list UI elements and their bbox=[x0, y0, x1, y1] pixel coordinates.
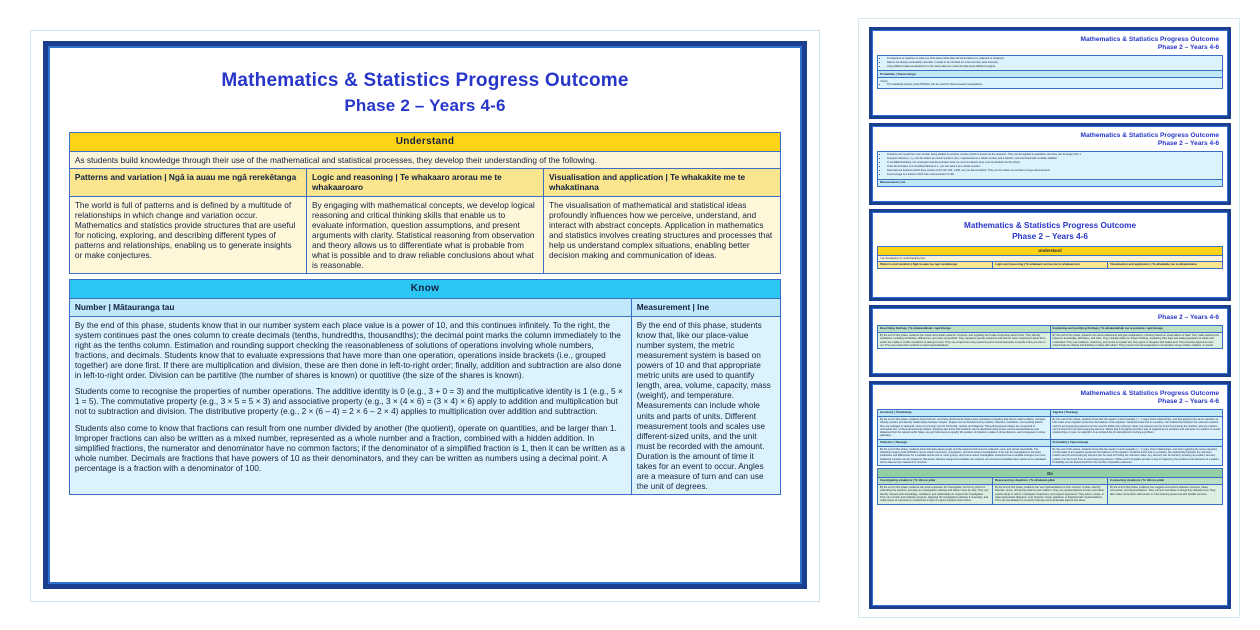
know-heading-row bbox=[69, 299, 780, 316]
thumbnail-5-title: Mathematics & Statistics Progress Outcome Phase 2 – Years 4-6 bbox=[1080, 390, 1219, 405]
thumbnail-4-col1-body: By the end of this phase, students can notice and explain patterns, structure, and regularity and make conjectures about them. They identify similarities, including similarities, differences, and near-nonsymbols. They represent specific instances and look for other conjectures about them and/or be unable to confirm situations or attempt to test. They use conjectures using reasoning and counterexamples to decide if they are true or not. They use systematic symbols to extend generalisations. bbox=[878, 333, 1051, 349]
page-title-line1: Mathematics & Statistics Progress Outcome bbox=[221, 70, 629, 91]
thumbnail-3-col1: Patterns and variation | Ngā ia auau me ngā rerekētanga bbox=[878, 262, 993, 269]
thumbnail-5-geometry-body: By the end of this phase, students know that two- and three-dimensional shapes have consistent properties that can be used to define, compare, classify, predict, and identify relationships between shapes. Shapes can be transformed by rotation, reflection, translation, and resizing (where they are enlarged or reduced). Lines of symmetry can be horizontal, vertical, and diagonal. Three-dimensional shapes are composed of connected two- or three-dimensional shapes. Students also know that locations can be described using known environmental features and distances from the natural world. Maps use grid references to specify the position of locations, scales to show distance, and compasses to show pathways. bbox=[878, 417, 1051, 440]
understand-col1-heading: Patterns and variation | Ngā ia auau me ngā rerekētanga bbox=[69, 169, 306, 196]
thumbnail-4-title: Phase 2 – Years 4-6 bbox=[1157, 314, 1219, 321]
thumbnail-3-intro: I am developing my understanding that: bbox=[878, 255, 1223, 262]
thumbnail-2-bullets bbox=[878, 152, 1223, 180]
thumbnail-5-do-col1-body: By the end of this phase, students can pose a question for investigation, find entry points for estimating the question, and plan an investigation pathway and follow it step by step. They can identify relevant prior knowledge, conditions, and relationships to support the investigation. They can monitor and evaluate progress, adjusting the investigation pathway if necessary, and make sense of outcomes or conclusions in light of a given situation and context. bbox=[878, 484, 993, 504]
thumbnail-5-do-col3-heading: Connecting situations | Te tūhono pātai bbox=[1108, 477, 1223, 484]
page-title-line2: Phase 2 – Years 4-6 bbox=[344, 96, 506, 115]
thumbnail-preview-stack bbox=[858, 18, 1240, 618]
understand-band-row bbox=[69, 133, 780, 152]
thumbnail-4[interactable] bbox=[869, 305, 1231, 377]
thumbnail-5-statistics-heading: Statistics | Tauanga bbox=[878, 439, 1051, 446]
thumbnail-5-statistics-body: By the end of this phase, students know that data about people and the natural world must be collected, used, and stored respectfully. The statistical enquiry cycle (PPDAC) can be used in summary, comparison, and time-series investigations. A set can be investigated to compare similarities and differences for a variable across two or more groups, and a time-series investigation examines how a variable changes over time. Statistical contexts can be created or discussed, discrete categorical variables are ordered, and numerical variables have values to be calculated. Some data can be measured or counted. bbox=[878, 446, 1051, 466]
list-item: • In simplified fractions, the numerator and denominator have no common factors (one must be divided into the other). bbox=[887, 161, 1220, 164]
list-item: • Improper fractions ( ⁵⁄₄ ) can be written as mixed numbers (1¼), represented as a whole number and a fraction, and combined with a hidden addition. bbox=[887, 157, 1220, 160]
thumbnail-3-col3: Visualisation and application | Te whakakite me te whakatinana bbox=[1108, 262, 1223, 269]
thumbnail-2-section-heading: Measurement | Ine bbox=[878, 179, 1223, 186]
thumbnail-2-title: Mathematics & Statistics Progress Outcome Phase 2 – Years 4-6 bbox=[1080, 132, 1219, 147]
thumbnail-1-title: Mathematics & Statistics Progress Outcome Phase 2 – Years 4-6 bbox=[1080, 36, 1219, 51]
understand-col1-body: The world is full of patterns and is defined by a multitude of relationships in which change and variation occur. Mathematics and statistics provide structures that are useful for noticing, exploring, and describing different types of patterns and relationships, enabling us to generate insights or make conjectures. bbox=[69, 196, 306, 274]
thumbnail-5-do-col3-body: By the end of this phase, students can suggest connections between concepts, ideas, summaries, and representations. They connect new ideas to things they already know. They also make connections with known or other learning areas and with familiar contexts. bbox=[1108, 484, 1223, 504]
main-page-border bbox=[43, 41, 807, 589]
thumbnail-3-band-label: Understand bbox=[878, 247, 1223, 256]
thumbnail-1-table bbox=[877, 55, 1223, 89]
thumbnail-2[interactable] bbox=[869, 123, 1231, 205]
know-number-body bbox=[69, 316, 631, 495]
thumbnail-1-section-heading: Probability | Tūponotanga bbox=[878, 71, 1223, 78]
page-title bbox=[54, 52, 796, 128]
thumbnail-5-algebra-body: By the end of this phase, students know that the equal (=) and inequality (<, >) signs show relationships, and that applying the same operation to both sides of an equation preserves the balance of the equation. Students know that in a position, the relationship between the unknown position and the accompanying element can be used for finding the unknown value. Any element can be found by knowing the position, and any position can be found from its accompanying element. Tables and 2-D graphs provide a way of organising the positions and elements of a pattern to reveal relationships or rules. An algorithm is an ordered list of instructions for solving a problem. bbox=[1050, 417, 1223, 440]
understand-heading-row bbox=[69, 169, 780, 196]
know-band-row bbox=[69, 280, 780, 299]
understand-intro-row bbox=[69, 152, 780, 169]
thumbnail-3-col2: Logic and reasoning | Te whakaaro arorau me te whakaaroaro bbox=[993, 262, 1108, 269]
main-page-content bbox=[54, 52, 796, 578]
know-number-paragraph-2: Students come to recognise the properties of number operations. The additive identity is 0 (e.g., 3 + 0 = 3) and the multiplicative identity is 1 (e.g., 5 × 1 = 5). The commutative property (e.g., 3 × 5 = 5 × 3) and associative property (e.g., 3 × (4 × 6) = (3 × 4) × 6) apply to addition and multiplication but not to subtraction and division. The distributive property (e.g., 2 × (6 – 4) = 2 × 6 – 2 × 4) applies to multiplication over addition and subtraction. bbox=[74, 386, 623, 417]
thumbnail-5-probability-body: By the end of this phase, students know that the equal (=) and inequality (<, >) signs show relationships, and when applying the same operation to both sides of an equation preserves the balance of the equation. Students know that in a position, the relationship between the unknown position and its accompanying element can be used for finding the unknown value. Any element can be found by knowing its position, and any position can be found from its accompanying element. Tables and 2-D graphs provide a way of organising the positions and elements of a pattern. Probability can be determined from the number of possible outcomes. bbox=[1050, 446, 1223, 466]
list-item: • Data is not always necessarily essential, it needs to be checked for errors and any total accuracy. bbox=[887, 61, 1220, 64]
thumbnail-1[interactable] bbox=[869, 27, 1231, 119]
know-band-label: Know bbox=[69, 280, 780, 299]
understand-body-row bbox=[69, 196, 780, 274]
thumbnail-3-table bbox=[877, 246, 1223, 269]
know-number-paragraph-1: By the end of this phase, students know that in our number system each place value is a power of 10, and this continues infinitely. To the right, the system continues past the ones column to create decimals (tenths, hundredths, thousandths); the decimal point marks the column immediately to the right as the tenths column. Estimation and rounding support checking the reasonableness of solutions of operations involving whole numbers, fractions, and decimals. Students know that to evaluate expressions that have more than one operation, operations inside brackets (i.e., grouped together) are done first. If there are multiplication and division, these are then done in left-to-right order; finally, addition and subtraction are also done in left-to-right order. Division can be partitive (the number of shares is known) or quotitive (the size of the shares is known). bbox=[74, 319, 622, 381]
thumbnail-4-col2-body: By the end of this phase, students can name statements and give explanations, including based on observations or data. They make defined and based on knowledge, definitions, and rules. They critically reflect on others' thinking, evaluating their logic and asking questions to clarify and understand. They use evidence, reasoning, and proofs to explain why they agree or disagree with statements. They develop arguments and extend logic by sharing and building on ideas with others. They present internal explanations of a situation using models, relations, or proofs. bbox=[1050, 333, 1223, 349]
thumbnail-5-algebra-heading: Algebra | Taurangi bbox=[1050, 410, 1223, 417]
list-item: • Decimals are fractions which have powers of 10 (10, 100, 1,000, etc.) as denominators. They can be written as numbers using a decimal point. bbox=[887, 169, 1220, 172]
thumbnail-4-table bbox=[877, 325, 1223, 349]
know-body-row bbox=[69, 316, 780, 495]
know-number-heading: Number | Mātauranga tau bbox=[69, 299, 631, 316]
know-measurement-heading: Measurement | Ine bbox=[631, 299, 780, 316]
list-item: • Fractions can result from one number being divided by another number (which is known as the quotient). They can be applied to quantities, and they can be larger than 1. bbox=[887, 153, 1220, 156]
thumbnail-3[interactable] bbox=[869, 209, 1231, 301]
main-document-page bbox=[30, 30, 820, 602]
thumbnail-5-do-table bbox=[877, 468, 1223, 504]
thumbnail-5-do-col2-heading: Representing situations | Te whakaata pātai bbox=[993, 477, 1108, 484]
thumbnail-5-do-col2-body: By the end of this phase, students can use representations to find, connect, explore, identify, illustrate, prove, and justify patterns and relations. They use representations to learn new ideas, explore ideas in others, investigate conjectures, and support arguments. They select, create, or adapt appropriate diagrams, oral, physical, visual, graphical, or diagrammatic representations. They use visualisation to correctly represent and manipulate objects and ideas. bbox=[993, 484, 1108, 504]
understand-band-label: Understand bbox=[69, 133, 780, 152]
thumbnail-4-col2-heading: Explaining and justifying findings | Te whakamāhuki me te pumāna i ngā kitenga bbox=[1050, 326, 1223, 333]
thumbnail-5[interactable] bbox=[869, 381, 1231, 609]
thumbnail-5-do-col1-heading: Investigating situations | Te tūhura pātai bbox=[878, 477, 993, 484]
know-number-paragraph-3: Students also come to know that fractions can result from one number divided by another (the quotient), operate on quantities, and be larger than 1. Improper fractions can also be written as a mixed number, represented as a whole number and a fraction, combined with a hidden addition. In simplified fractions, the numerator and denominator have no common factors; if the denominator of a simplified fraction is 1, then it can be written as a whole number. Decimals are fractions that have powers of 10 as their denominators, and they can be written as numbers using a decimal point. A percentage is a fraction with a denominator of 100. bbox=[74, 422, 626, 473]
understand-col3-heading: Visualisation and application | Te whakakite me te whakatinana bbox=[544, 169, 781, 196]
understand-col2-body: By engaging with mathematical concepts, we develop logical reasoning and critical thinking skills that enable us to evaluate information, question assumptions, and present arguments with clarity. Statistical reasoning from observation and theory allows us to differentiate what is probable from what is possible and to draw reliable conclusions about what is reasonable. bbox=[306, 196, 543, 274]
thumbnail-2-table bbox=[877, 151, 1223, 187]
thumbnail-5-do-band-label: Do bbox=[878, 469, 1223, 478]
thumbnail-3-title: Mathematics & Statistics Progress Outcome Phase 2 – Years 4-6 bbox=[964, 221, 1136, 241]
list-item: • Using different data visualisations for the same data can make the data show different insights. bbox=[887, 65, 1220, 68]
understand-intro-text: As students build knowledge through their use of the mathematical and statistical processes, they develop their understanding of the following. bbox=[69, 152, 780, 169]
list-item: • A percentage is a fraction which has a denominator of 100. bbox=[887, 173, 1220, 176]
list-item: • A conjecture or assertion is what you think about what data will show before it is collected or analysed. bbox=[887, 57, 1220, 60]
know-measurement-body: By the end of this phase, students know that, like our place-value number system, the metric measurement system is based on powers of 10 and that appropriate metric units are used to quantify length, area, volume, capacity, mass (weight), and temperature. Measurements can include whole units and parts of units. Different measurement tools and scales use different-sized units, and the unit must be recorded with the amount. Duration is the amount of time it takes for an event to occur. Angles are a measure of turn and can use the unit of degrees. bbox=[631, 316, 780, 495]
thumbnail-1-sub-heading: I know bbox=[880, 79, 888, 83]
know-table bbox=[69, 279, 781, 495]
understand-table bbox=[69, 132, 781, 274]
thumbnail-1-subsection bbox=[878, 78, 1223, 89]
list-item: • If the denominator of a simplified fraction is 1, you can write it as a whole number. bbox=[887, 165, 1220, 168]
thumbnail-5-probability-heading: Probability | Tūponotanga bbox=[1050, 439, 1223, 446]
thumbnail-1-bullets bbox=[878, 56, 1223, 71]
understand-col2-heading: Logic and reasoning | Te whakaaro arorau me te whakaaroaro bbox=[306, 169, 543, 196]
thumbnail-4-col1-heading: Describing findings | Te whakamāhuki i ngā kitenga bbox=[878, 326, 1051, 333]
thumbnail-5-geometry-heading: Geometry | Āhuahanga bbox=[878, 410, 1051, 417]
list-item: • The statistical enquiry cycle (PPDAC) can be used for chance-based investigations. bbox=[887, 83, 1220, 86]
thumbnail-5-know-table bbox=[877, 409, 1223, 466]
understand-col3-body: The visualisation of mathematical and statistical ideas profoundly influences how we perceive, understand, and interact with abstract concepts. Application in mathematics and statistics involves creating structures and processes that help us understand complex situations, enabling better decision making and communication of ideas. bbox=[544, 196, 781, 274]
